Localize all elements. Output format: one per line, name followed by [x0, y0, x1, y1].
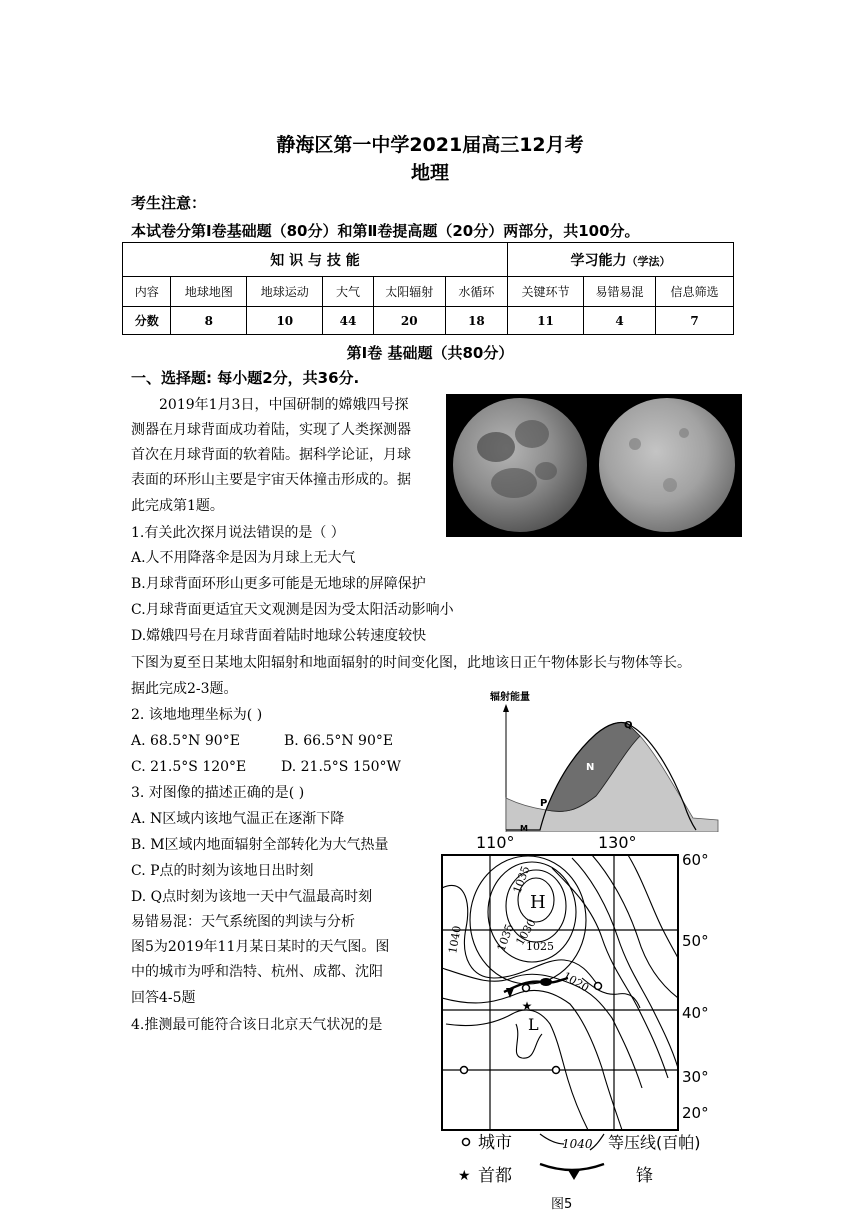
isobar-label-1030: 1030: [513, 916, 539, 948]
q3-option-c: C. P点的时刻为该地日出时刻: [131, 863, 314, 879]
front-marker: [506, 988, 514, 998]
passage3-line: 图5为2019年11月某日某时的天气图。图: [131, 939, 390, 955]
passage1-line: 表面的环形山主要是宇宙天体撞击形成的。据: [131, 472, 411, 488]
label-p: P: [540, 798, 548, 809]
passage3-line: 中的城市为呼和浩特、杭州、成都、沈阳: [131, 964, 383, 980]
col-score-2: 10: [247, 307, 323, 335]
weather-map: [432, 828, 732, 1194]
q3-option-b: B. M区域内地面辐射全部转化为大气热量: [131, 837, 389, 853]
city-marker: [595, 983, 602, 990]
map-frame: [442, 855, 678, 1130]
col-name-3: 大气: [323, 277, 373, 307]
passage2-line2: 据此完成2-3题。: [131, 681, 238, 697]
row-label-content: 内容: [123, 277, 171, 307]
lat-40-label: 40°: [682, 1004, 709, 1022]
group-knowledge: 知 识 与 技 能: [123, 243, 508, 277]
subject-title: 地理: [410, 162, 449, 184]
score-table: [122, 242, 734, 335]
q2-option-d: D. 21.5°S 150°W: [281, 759, 401, 775]
q3-option-d: D. Q点时刻为该地一天中气温最高时刻: [131, 889, 373, 905]
col-score-3: 44: [323, 307, 373, 335]
q1-option-d: D.嫦娥四号在月球背面着陆时地球公转速度较快: [131, 628, 427, 644]
low-pressure-label: L: [528, 1015, 539, 1034]
passage1-line: 测器在月球背面成功着陆，实现了人类探测器: [131, 422, 411, 438]
passage1-line: 首次在月球背面的软着陆。据科学论证，月球: [131, 447, 411, 463]
col-name-5: 水循环: [445, 277, 507, 307]
legend-capital: 首都: [478, 1166, 512, 1186]
label-n: N: [586, 762, 595, 773]
group-ability-label: 学习能力: [570, 252, 627, 269]
figure-caption: 图5: [551, 1197, 573, 1212]
q1-stem: 1.有关此次探月说法错误的是（ ）: [131, 525, 345, 541]
lat-20-label: 20°: [682, 1104, 709, 1122]
isobar-label-1040: 1040: [446, 924, 464, 955]
city-marker: [523, 985, 530, 992]
q3-option-a: A. N区域内该地气温正在逐渐下降: [131, 811, 345, 827]
legend-front-symbol: [540, 1164, 604, 1170]
part-title: 一、选择题: 每小题2分，共36分.: [131, 369, 360, 387]
passage1-line: 2019年1月3日，中国研制的嫦娥四号探: [159, 397, 409, 413]
legend-city: 城市: [478, 1133, 512, 1153]
col-score-6: 11: [508, 307, 584, 335]
capital-star: ★: [521, 999, 533, 1013]
legend-city-symbol: [463, 1139, 470, 1146]
exam-title: 静海区第一中学2021届高三12月考: [276, 134, 584, 156]
radiation-chart: [478, 684, 730, 832]
radiation-axis-arrow: [503, 704, 509, 712]
col-name-2: 地球运动: [247, 277, 323, 307]
col-name-7: 易错易混: [584, 277, 656, 307]
label-q: Q: [624, 720, 633, 731]
col-score-4: 20: [373, 307, 445, 335]
city-marker: [461, 1067, 468, 1074]
lat-50-label: 50°: [682, 932, 709, 950]
q1-option-a: A.人不用降落伞是因为月球上无大气: [131, 550, 356, 566]
q1-option-b: B.月球背面环形山更多可能是无地球的屏障保护: [131, 576, 426, 592]
moon-photo: [446, 394, 742, 537]
q2-option-a: A. 68.5°N 90°E: [131, 733, 240, 749]
q2-option-c: C. 21.5°S 120°E: [131, 759, 247, 775]
legend-front-marker: [568, 1170, 580, 1180]
q2-stem: 2. 该地地理坐标为( ): [131, 707, 263, 723]
passage3-line: 易错易混：天气系统图的判读与分析: [131, 914, 355, 930]
passage3-line: 回答4-5题: [131, 990, 196, 1006]
front-marker: [540, 978, 552, 986]
moon-near-side: [453, 398, 587, 532]
q2-option-b: B. 66.5°N 90°E: [284, 733, 394, 749]
q4-stem: 4.推测最可能符合该日北京天气状况的是: [131, 1017, 383, 1033]
section-title: 第Ⅰ卷 基础题（共80分）: [346, 344, 514, 362]
passage2-line1: 下图为夏至日某地太阳辐射和地面辐射的时间变化图，此地该日正午物体影长与物体等长。: [131, 655, 691, 671]
radiation-ylabel: 辐射能量: [490, 692, 530, 703]
label-m: M: [520, 824, 528, 832]
isobars: [442, 855, 678, 1130]
isobar-label-1020: 1020: [560, 969, 592, 995]
lat-60-label: 60°: [682, 851, 709, 869]
map-grid: [442, 855, 678, 1130]
isobar-label-1025: 1025: [526, 940, 554, 953]
notice-text: 本试卷分第Ⅰ卷基础题（80分）和第Ⅱ卷提高题（20分）两部分，共100分。: [131, 222, 640, 240]
legend-isobar-value: 1040: [562, 1137, 593, 1151]
moon-far-side: [599, 398, 735, 532]
city-marker: [553, 1067, 560, 1074]
notice-label: 考生注意：: [131, 194, 207, 212]
legend-capital-symbol: ★: [458, 1168, 471, 1184]
col-score-5: 18: [445, 307, 507, 335]
col-score-1: 8: [171, 307, 247, 335]
row-label-score: 分数: [123, 307, 171, 335]
q1-option-c: C.月球背面更适宜天文观测是因为受太阳活动影响小: [131, 602, 454, 618]
col-name-4: 太阳辐射: [373, 277, 445, 307]
col-name-8: 信息筛选: [656, 277, 734, 307]
isobar-label-1035-b: 1035: [494, 922, 517, 954]
legend-front: 锋: [636, 1166, 653, 1186]
isobar-label-1035: 1035: [510, 864, 533, 896]
col-score-8: 7: [656, 307, 734, 335]
legend-isobar-symbol: [540, 1134, 564, 1144]
lon-130-label: 130°: [598, 833, 637, 852]
passage1-line: 此完成第1题。: [131, 498, 224, 514]
group-ability-note: （学法）: [626, 254, 671, 268]
lat-30-label: 30°: [682, 1068, 709, 1086]
q3-stem: 3. 对图像的描述正确的是( ): [131, 785, 305, 801]
col-name-1: 地球地图: [171, 277, 247, 307]
col-score-7: 4: [584, 307, 656, 335]
legend-isobar: 等压线(百帕): [608, 1133, 701, 1152]
col-name-6: 关键环节: [508, 277, 584, 307]
high-pressure-label: H: [530, 892, 546, 913]
lon-110-label: 110°: [476, 833, 515, 852]
group-ability: [508, 243, 734, 277]
